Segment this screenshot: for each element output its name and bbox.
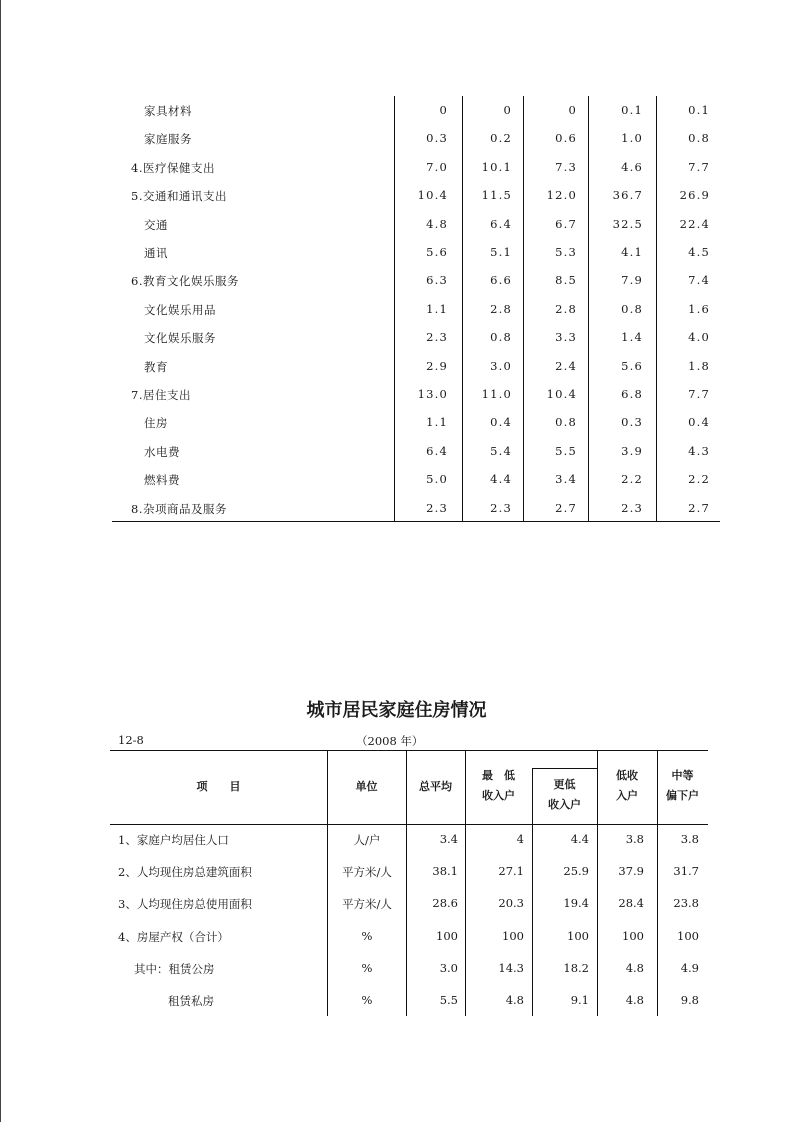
row-label: 6.教育文化娱乐服务 <box>131 274 239 289</box>
cell-value: 6.3 <box>426 273 448 288</box>
cell-value: 3.8 <box>680 832 699 846</box>
cell-value: 4.9 <box>680 960 699 975</box>
cell-value: 4.6 <box>621 159 643 174</box>
row-label: 教育 <box>144 359 168 374</box>
row-unit: 平方米/人 <box>342 865 392 880</box>
header-low-line1: 低收 <box>616 769 638 782</box>
table-row <box>112 266 720 294</box>
cell-value: 9.8 <box>680 993 699 1007</box>
cell-value: 100 <box>677 928 699 943</box>
cell-value: 6.7 <box>555 216 577 231</box>
cell-value: 0 <box>568 103 577 117</box>
header-low <box>597 766 657 806</box>
cell-value: 3.0 <box>490 358 512 373</box>
table-row <box>110 888 708 920</box>
table-row <box>112 181 720 209</box>
row-label: 4、房屋产权（合计） <box>118 929 229 944</box>
cell-value: 4.0 <box>688 330 710 345</box>
cell-value: 2.8 <box>555 301 577 316</box>
header-lower-line1: 更低 <box>553 778 576 791</box>
cell-value: 2.4 <box>555 358 577 373</box>
cell-value: 4.3 <box>688 443 710 458</box>
cell-value: 28.4 <box>618 896 644 911</box>
cell-value: 100 <box>622 928 644 943</box>
header-lowest-line1: 最 低 <box>482 769 515 782</box>
cell-value: 5.6 <box>426 245 448 259</box>
cell-value: 10.4 <box>546 387 577 401</box>
cell-value: 0.8 <box>621 301 643 316</box>
cell-value: 10.4 <box>417 188 448 203</box>
cell-value: 0.3 <box>426 131 448 146</box>
row-label: 4.医疗保健支出 <box>131 160 215 175</box>
header-lower-line2: 收入户 <box>548 798 581 811</box>
cell-value: 11.0 <box>481 387 512 401</box>
cell-value: 2.3 <box>490 500 512 515</box>
table-row <box>112 380 720 408</box>
cell-value: 19.4 <box>563 896 589 911</box>
cell-value: 3.8 <box>625 832 644 846</box>
table-row <box>110 856 708 888</box>
cell-value: 36.7 <box>612 188 643 203</box>
cell-value: 0.8 <box>555 415 577 430</box>
cell-value: 25.9 <box>563 864 589 879</box>
row-label: 7.居住支出 <box>131 388 191 402</box>
cell-value: 0 <box>503 103 512 117</box>
cell-value: 2.3 <box>426 500 448 515</box>
header-midlow-line2: 偏下户 <box>666 789 699 802</box>
table-row <box>112 437 720 465</box>
cell-value: 12.0 <box>546 188 577 203</box>
cell-value: 13.0 <box>417 387 448 401</box>
cell-value: 0.6 <box>555 131 577 146</box>
table-row <box>110 985 708 1017</box>
row-label: 文化娱乐服务 <box>144 331 216 346</box>
cell-value: 0.3 <box>621 415 643 430</box>
cell-value: 2.7 <box>555 500 577 515</box>
row-label: 住房 <box>144 416 168 431</box>
header-lower <box>532 775 597 815</box>
row-label: 家具材料 <box>144 104 192 118</box>
header-total: 总平均 <box>419 780 452 793</box>
cell-value: 1.0 <box>621 131 643 146</box>
row-label: 3、人均现住房总使用面积 <box>118 897 252 912</box>
table-row <box>112 323 720 351</box>
table-row <box>112 408 720 436</box>
cell-value: 6.4 <box>490 216 512 231</box>
cell-value: 3.0 <box>439 960 458 975</box>
row-unit: 人/户 <box>353 833 381 847</box>
table-row <box>112 465 720 493</box>
table-row <box>112 210 720 238</box>
cell-value: 31.7 <box>673 864 699 879</box>
row-label: 5.交通和通讯支出 <box>131 189 227 204</box>
cell-value: 4.1 <box>621 245 643 259</box>
cell-value: 0.4 <box>688 415 710 430</box>
table-row <box>110 824 708 856</box>
cell-value: 2.3 <box>426 330 448 345</box>
table-row <box>110 921 708 953</box>
cell-value: 5.6 <box>621 358 643 373</box>
table-row <box>112 124 720 152</box>
cell-value: 5.4 <box>490 443 512 458</box>
row-label: 文化娱乐用品 <box>144 302 216 317</box>
row-label: 其中：租赁公房 <box>134 961 215 976</box>
header-low-line2: 入户 <box>616 789 638 802</box>
header-midlow-line1: 中等 <box>671 769 694 782</box>
cell-value: 1.1 <box>426 415 448 430</box>
cell-value: 5.5 <box>555 443 577 458</box>
cell-value: 6.8 <box>621 387 643 401</box>
table-top-rule <box>110 750 708 751</box>
cell-value: 6.4 <box>426 443 448 458</box>
cell-value: 7.7 <box>688 387 710 401</box>
row-unit: % <box>361 928 373 943</box>
cell-value: 32.5 <box>612 216 643 231</box>
cell-value: 10.1 <box>481 159 512 174</box>
cell-value: 27.1 <box>498 864 524 879</box>
housing-table <box>110 750 708 1016</box>
cell-value: 5.5 <box>439 993 458 1007</box>
cell-value: 2.9 <box>426 358 448 373</box>
cell-value: 3.4 <box>439 832 458 846</box>
table-row <box>112 238 720 266</box>
cell-value: 0.4 <box>490 415 512 430</box>
cell-value: 4.5 <box>688 245 710 259</box>
cell-value: 7.0 <box>426 159 448 174</box>
header-midlow <box>657 766 708 806</box>
table-row <box>112 295 720 323</box>
cell-value: 1.6 <box>688 301 710 316</box>
cell-value: 4.8 <box>505 993 524 1007</box>
cell-value: 100 <box>436 928 458 943</box>
cell-value: 4 <box>516 832 524 846</box>
cell-value: 6.6 <box>490 273 512 288</box>
cell-value: 0.8 <box>688 131 710 146</box>
cell-value: 8.5 <box>555 273 577 288</box>
table-row <box>112 153 720 181</box>
cell-value: 23.8 <box>673 896 699 911</box>
expenditure-table <box>112 96 720 522</box>
table-row <box>112 494 720 522</box>
cell-value: 28.6 <box>432 896 458 911</box>
table-row <box>110 953 708 985</box>
row-label: 燃料费 <box>144 473 180 488</box>
cell-value: 2.2 <box>621 472 643 487</box>
cell-value: 14.3 <box>498 960 524 975</box>
cell-value: 100 <box>567 928 589 943</box>
cell-value: 1.4 <box>621 330 643 345</box>
header-unit: 单位 <box>355 780 378 793</box>
cell-value: 4.4 <box>570 832 589 846</box>
cell-value: 4.4 <box>490 472 512 487</box>
header-lowest <box>465 766 532 806</box>
cell-value: 5.3 <box>555 245 577 259</box>
cell-value: 26.9 <box>679 188 710 203</box>
cell-value: 11.5 <box>481 188 512 203</box>
cell-value: 0.1 <box>688 103 710 117</box>
header-item: 项 目 <box>196 780 241 793</box>
cell-value: 22.4 <box>679 216 710 231</box>
row-label: 8.杂项商品及服务 <box>131 501 227 516</box>
cell-value: 2.8 <box>490 301 512 316</box>
cell-value: 3.3 <box>555 330 577 345</box>
cell-value: 0.8 <box>490 330 512 345</box>
row-unit: 平方米/人 <box>342 897 392 912</box>
cell-value: 0.2 <box>490 131 512 146</box>
table-row <box>112 352 720 380</box>
table-title: 城市居民家庭住房情况 <box>306 700 487 721</box>
row-label: 水电费 <box>144 444 180 459</box>
table-row <box>112 96 720 124</box>
cell-value: 18.2 <box>563 960 589 975</box>
cell-value: 7.9 <box>621 273 643 288</box>
header-lowest-line2: 收入户 <box>482 789 515 802</box>
row-label: 通讯 <box>144 246 168 260</box>
row-label: 家庭服务 <box>144 132 192 147</box>
cell-value: 5.0 <box>426 472 448 487</box>
cell-value: 0 <box>439 103 448 117</box>
cell-value: 2.3 <box>621 500 643 515</box>
cell-value: 7.7 <box>688 159 710 174</box>
cell-value: 3.9 <box>621 443 643 458</box>
cell-value: 4.8 <box>625 960 644 975</box>
subheader-rule <box>532 768 597 769</box>
cell-value: 100 <box>502 928 524 943</box>
row-unit: % <box>361 960 373 975</box>
table-year: （2008 年） <box>356 734 424 748</box>
cell-value: 0.1 <box>621 103 643 117</box>
cell-value: 7.4 <box>688 273 710 288</box>
row-unit: % <box>361 993 373 1007</box>
cell-value: 38.1 <box>432 864 458 879</box>
cell-value: 1.8 <box>688 358 710 373</box>
cell-value: 3.4 <box>555 472 577 487</box>
cell-value: 4.8 <box>625 993 644 1007</box>
cell-value: 20.3 <box>498 896 524 911</box>
row-label: 租赁私房 <box>168 994 214 1008</box>
cell-value: 1.1 <box>426 301 448 316</box>
cell-value: 37.9 <box>618 864 644 879</box>
cell-value: 2.7 <box>688 500 710 515</box>
cell-value: 4.8 <box>426 216 448 231</box>
row-label: 2、人均现住房总建筑面积 <box>118 865 252 880</box>
cell-value: 7.3 <box>555 159 577 174</box>
cell-value: 9.1 <box>570 993 589 1007</box>
row-label: 交通 <box>144 217 168 232</box>
row-label: 1、家庭户均居住人口 <box>118 833 229 847</box>
cell-value: 2.2 <box>688 472 710 487</box>
page-left-border <box>0 0 1 1122</box>
table-number: 12-8 <box>118 733 144 747</box>
cell-value: 5.1 <box>490 245 512 259</box>
